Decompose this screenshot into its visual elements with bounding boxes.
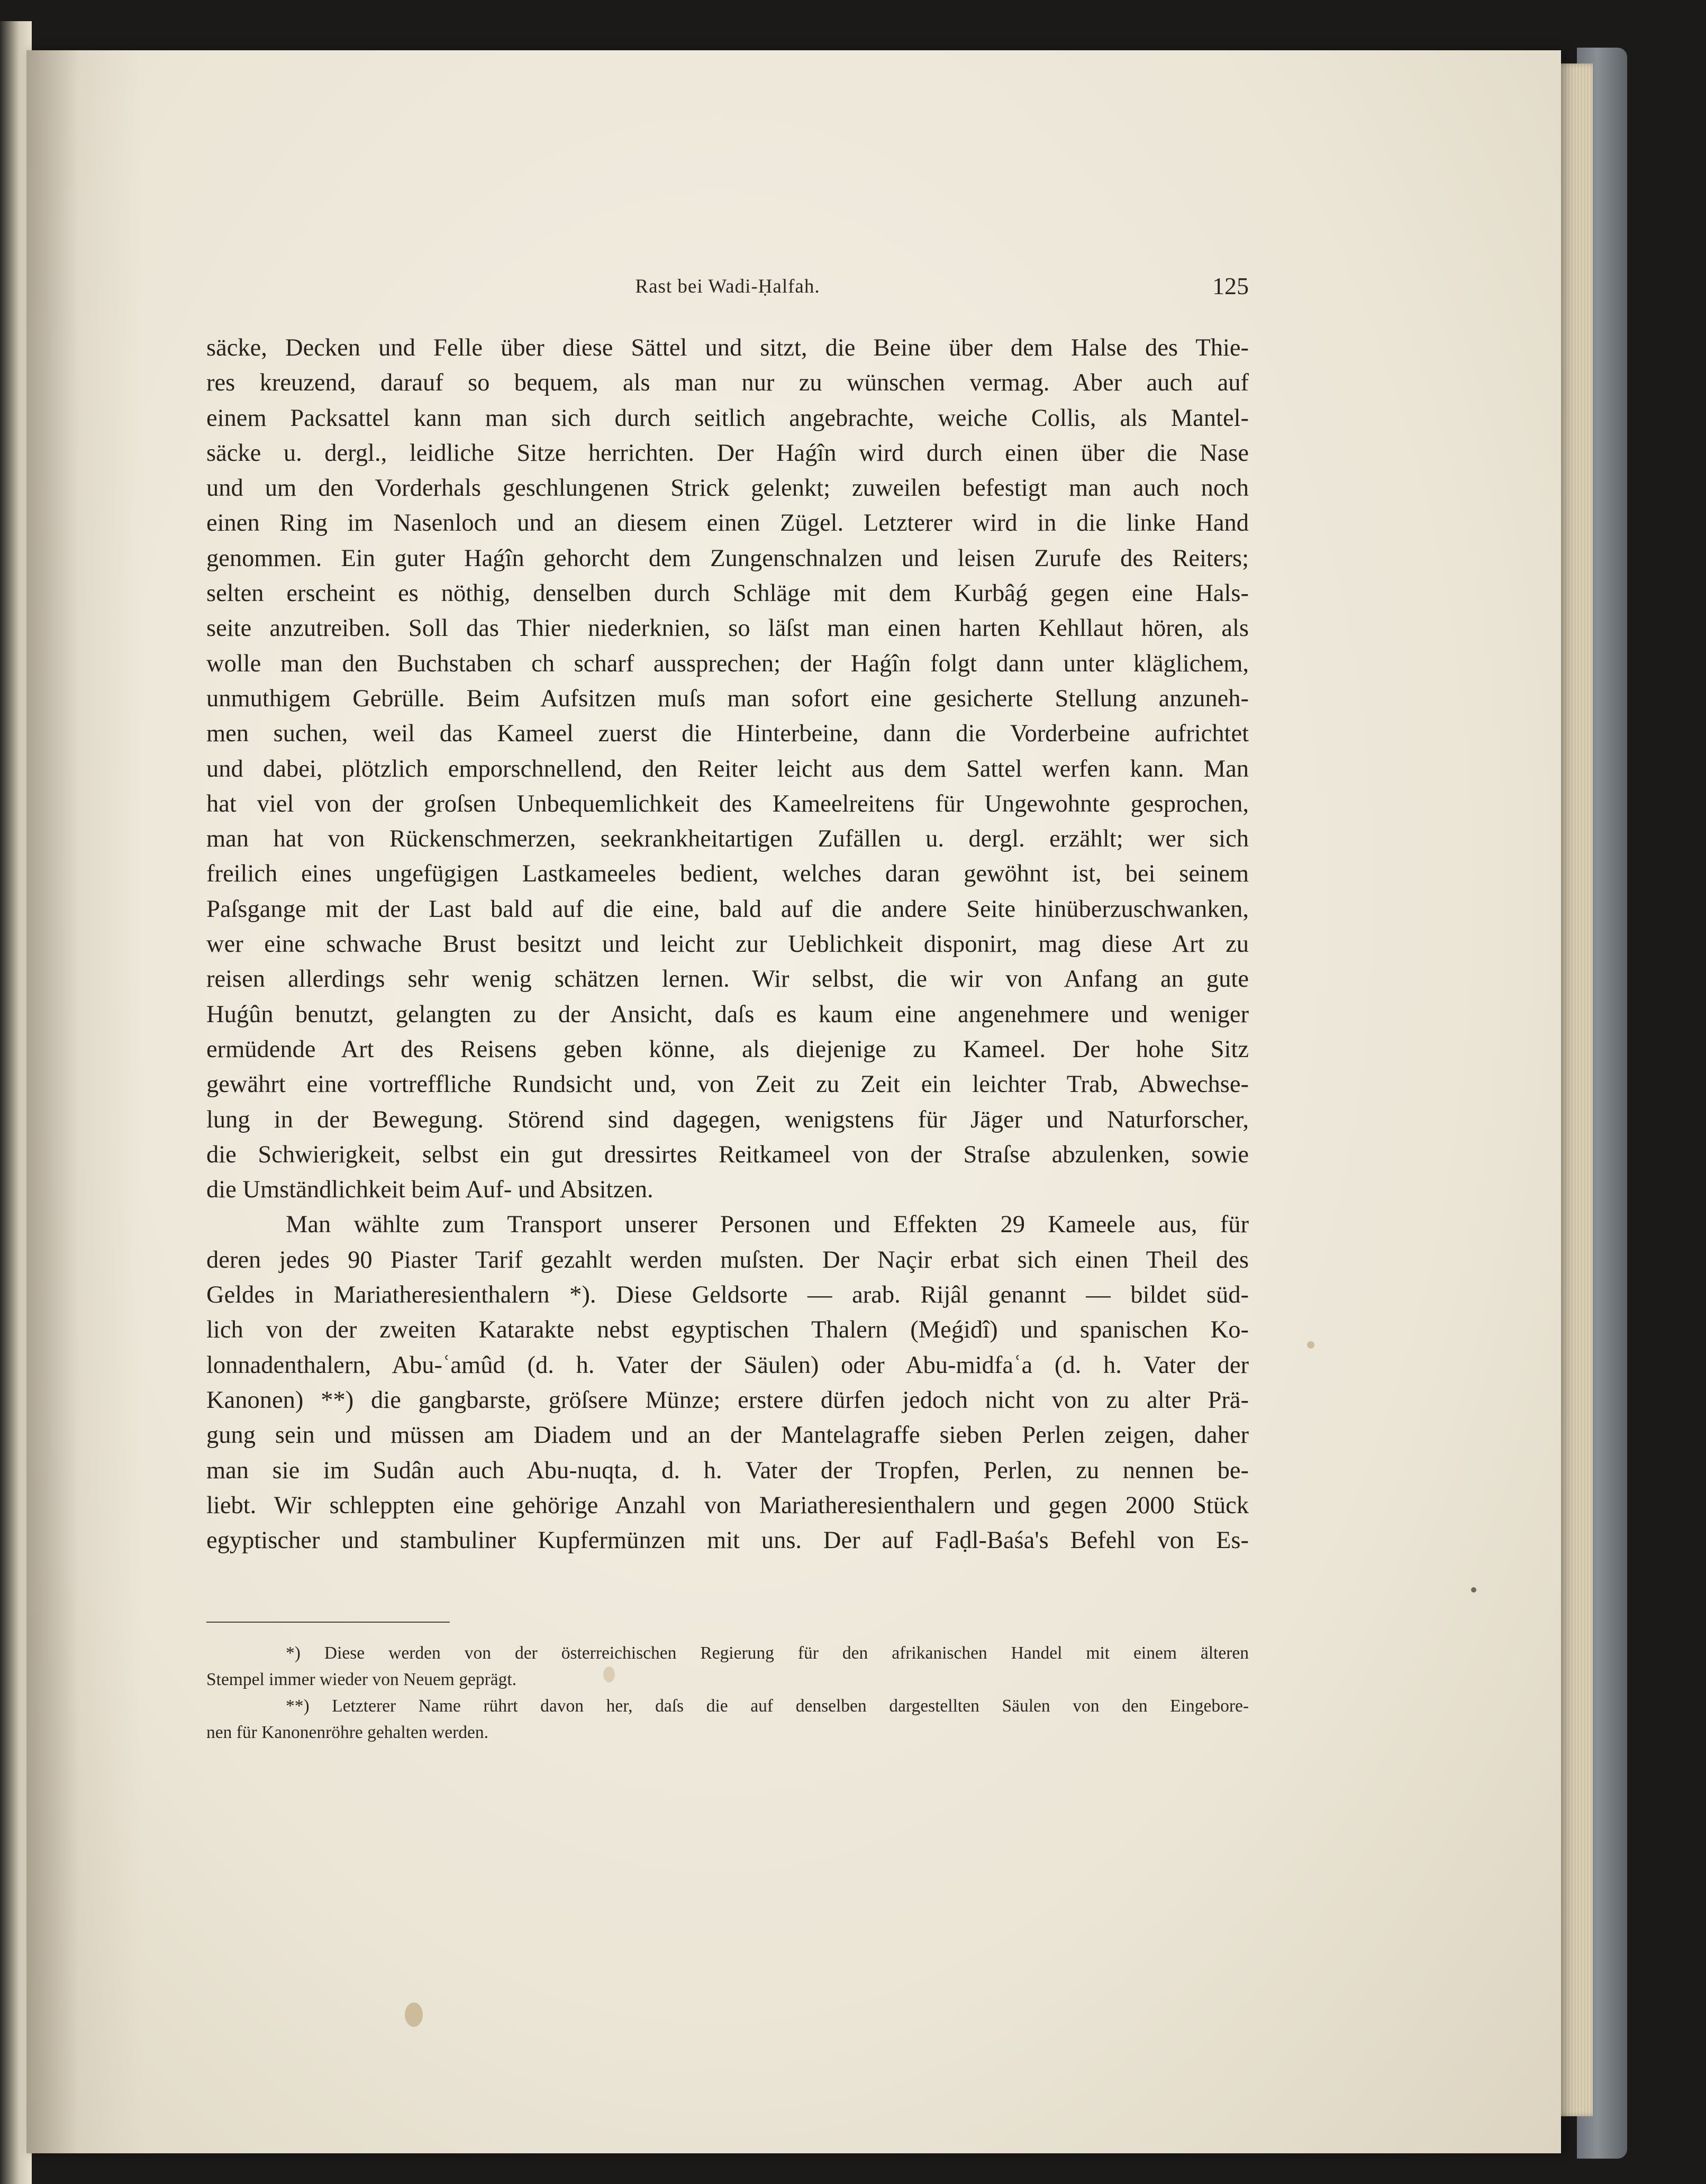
text-line: Kanonen) **) die gangbarste, gröſsere Münze; erstere dürfen jedoch nicht von zu alter Prä- xyxy=(206,1386,1249,1414)
text-line: Paſsgange mit der Last bald auf die eine, bald auf die andere Seite hinüberzuschwanken, xyxy=(206,895,1249,923)
text-line: liebt. Wir schleppten eine gehörige Anzahl von Mariatheresienthalern und gegen 2000 Stück xyxy=(206,1491,1249,1519)
text-line: genommen. Ein guter Haǵîn gehorcht dem Zungenschnalzen und leisen Zurufe des Reiters; xyxy=(206,544,1249,572)
text-line: unmuthigem Gebrülle. Beim Aufsitzen muſs man sofort eine gesicherte Stellung anzuneh- xyxy=(206,685,1249,712)
text-line: reisen allerdings sehr wenig schätzen lernen. Wir selbst, die wir von Anfang an gute xyxy=(206,966,1249,993)
footnote-line: nen für Kanonenröhre gehalten werden. xyxy=(206,1723,488,1742)
text-line: lung in der Bewegung. Störend sind dagegen, wenigstens für Jäger und Naturforscher, xyxy=(206,1106,1249,1133)
page-number: 125 xyxy=(1212,272,1249,299)
text-line: einem Packsattel kann man sich durch seitlich angebrachte, weiche Collis, als Mantel- xyxy=(206,404,1249,432)
text-line: wer eine schwache Brust besitzt und leicht zur Ueblichkeit disponirt, mag diese Art zu xyxy=(206,931,1249,958)
text-line: säcke, Decken und Felle über diese Sättel und sitzt, die Beine über dem Halse des Thie- xyxy=(206,334,1249,361)
text-line: seite anzutreiben. Soll das Thier niederknien, so läſst man einen harten Kehllaut hören, als xyxy=(206,615,1249,642)
text-line: freilich eines ungefügigen Lastkameeles bedient, welches daran gewöhnt ist, bei seinem xyxy=(206,860,1249,888)
text-line: man sie im Sudân auch Abu-nuqta, d. h. Vater der Tropfen, Perlen, zu nennen be- xyxy=(206,1457,1249,1484)
text-line: einen Ring im Nasenloch und an diesem einen Zügel. Letzterer wird in die linke Hand xyxy=(206,509,1249,537)
text-line: Huǵûn benutzt, gelangten zu der Ansicht, daſs es kaum eine angenehmere und weniger xyxy=(206,1000,1249,1028)
text-line: wolle man den Buchstaben ch scharf aussprechen; der Haǵîn folgt dann unter kläglichem, xyxy=(206,650,1249,677)
text-line: säcke u. dergl., leidliche Sitze herrichten. Der Haǵîn wird durch einen über die Nase xyxy=(206,439,1249,467)
text-line: und um den Vorderhals geschlungenen Strick gelenkt; zuweilen befestigt man auch noch xyxy=(206,475,1249,502)
paper-stain xyxy=(603,1667,615,1682)
text-line: ermüdende Art des Reisens geben könne, als diejenige zu Kameel. Der hohe Sitz xyxy=(206,1035,1249,1063)
footnote-line: **) Letzterer Name rührt davon her, daſs die auf denselben dargestellten Säulen von den Eingebore- xyxy=(286,1696,1249,1716)
paragraph-end-line: die Umständlichkeit beim Auf- und Absitzen. xyxy=(206,1176,654,1204)
footnote-rule xyxy=(206,1622,450,1623)
text-line: gewährt eine vortreffliche Rundsicht und, von Zeit zu Zeit ein leichter Trab, Abwechse- xyxy=(206,1071,1249,1098)
running-title: Rast bei Wadi-Ḥalfah. xyxy=(635,276,820,297)
text-line: gung sein und müssen am Diadem und an der Mantelagraffe sieben Perlen zeigen, daher xyxy=(206,1422,1249,1449)
text-line: egyptischer und stambuliner Kupfermünzen mit uns. Der auf Faḍl-Baśa's Befehl von Es- xyxy=(206,1527,1249,1554)
text-line: res kreuzend, darauf so bequem, als man nur zu wünschen vermag. Aber auch auf xyxy=(206,369,1249,397)
text-line: hat viel von der groſsen Unbequemlichkeit des Kameelreitens für Ungewohnte gesprochen, xyxy=(206,790,1249,817)
paper-stain xyxy=(1471,1587,1476,1593)
text-line: deren jedes 90 Piaster Tarif gezahlt werden muſsten. Der Naçir erbat sich einen Theil des xyxy=(206,1246,1249,1273)
paper-stain xyxy=(405,2003,423,2027)
paper-stain xyxy=(1307,1341,1314,1349)
footnote-line: Stempel immer wieder von Neuem geprägt. xyxy=(206,1670,517,1689)
gutter-shadow xyxy=(26,50,143,2153)
text-line: man hat von Rückenschmerzen, seekrankheitartigen Zufällen u. dergl. erzählt; wer sich xyxy=(206,825,1249,853)
text-line: selten erscheint es nöthig, denselben durch Schläge mit dem Kurbâǵ gegen eine Hals- xyxy=(206,580,1249,607)
text-line: Geldes in Mariatheresienthalern *). Diese Geldsorte — arab. Rijâl genannt — bildet süd- xyxy=(206,1281,1249,1309)
body-text xyxy=(206,331,1249,1558)
running-head xyxy=(206,272,1249,317)
text-line: lich von der zweiten Katarakte nebst egyptischen Thalern (Meǵidî) und spanischen Ko- xyxy=(206,1316,1249,1344)
text-line: die Schwierigkeit, selbst ein gut dressirtes Reitkameel von der Straſse abzulenken, sowie xyxy=(206,1141,1249,1168)
footnotes xyxy=(206,1640,1249,1746)
paragraph-start-line: Man wählte zum Transport unserer Personen und Effekten 29 Kameele aus, für xyxy=(286,1211,1249,1239)
text-line: men suchen, weil das Kameel zuerst die Hinterbeine, dann die Vorderbeine aufrichtet xyxy=(206,720,1249,748)
footnote-line: *) Diese werden von der österreichischen Regierung für den afrikanischen Handel mit einem älteren xyxy=(286,1643,1249,1663)
text-line: lonnadenthalern, Abu-ʿamûd (d. h. Vater der Säulen) oder Abu-midfaʿa (d. h. Vater der xyxy=(206,1351,1249,1379)
text-line: und dabei, plötzlich emporschnellend, den Reiter leicht aus dem Sattel werfen kann. Man xyxy=(206,755,1249,782)
